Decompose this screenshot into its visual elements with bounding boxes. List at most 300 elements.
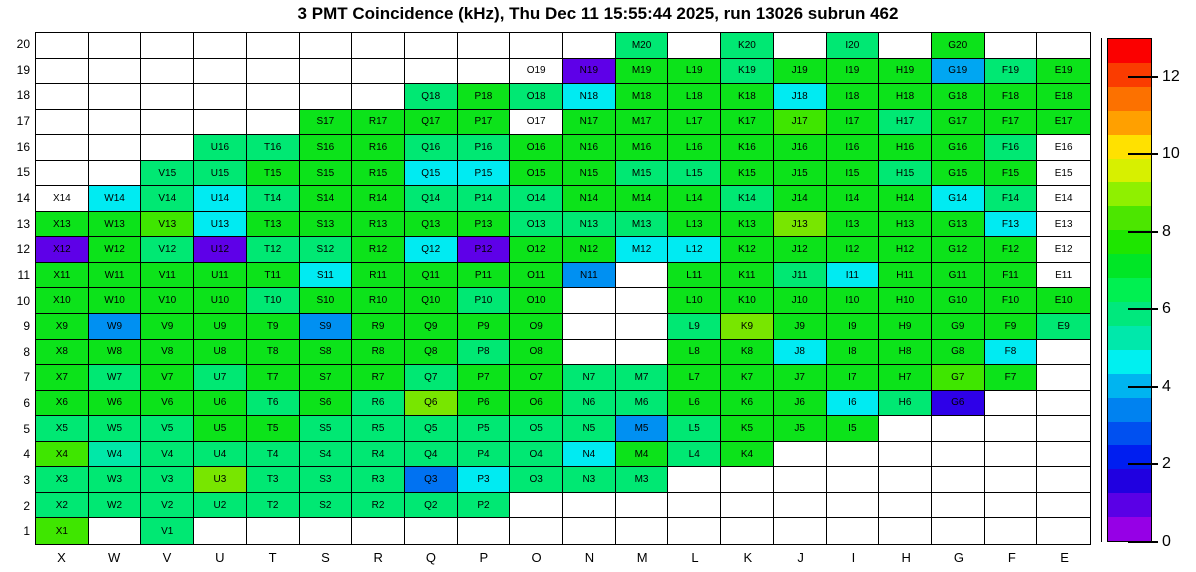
colorbar-band [1108,469,1151,493]
heatmap-cell: M16 [616,135,669,161]
heatmap-cell: L17 [668,110,721,136]
heatmap-cell: Q9 [405,314,458,340]
heatmap-cell-empty [89,135,142,161]
heatmap-cell-empty [721,518,774,544]
heatmap-cell: L10 [668,288,721,314]
heatmap-cell: W6 [89,391,142,417]
heatmap-cell: K6 [721,391,774,417]
heatmap-cell: T6 [247,391,300,417]
heatmap-cell-empty [141,59,194,85]
heatmap-cell: I11 [827,263,880,289]
heatmap-cell: T5 [247,416,300,442]
heatmap-cell: U11 [194,263,247,289]
heatmap-cell: T14 [247,186,300,212]
heatmap-cell: T7 [247,365,300,391]
heatmap-cell: H7 [879,365,932,391]
heatmap-cell: S13 [300,212,353,238]
row-label: 18 [16,88,30,103]
heatmap-cell: E10 [1037,288,1090,314]
heatmap-cell-empty [352,33,405,59]
row-label: 1 [23,524,30,539]
heatmap-cell: W11 [89,263,142,289]
heatmap-cell: S16 [300,135,353,161]
heatmap-cell: G20 [932,33,985,59]
heatmap-cell: I8 [827,340,880,366]
row-label: 5 [23,421,30,436]
colorbar-band [1108,230,1151,254]
heatmap-cell: U9 [194,314,247,340]
heatmap-cell: K5 [721,416,774,442]
heatmap-cell-empty [668,467,721,493]
col-label: X [57,550,66,565]
heatmap-cell-empty [1037,365,1090,391]
heatmap-cell: G19 [932,59,985,85]
heatmap-cell-empty [985,391,1038,417]
heatmap-cell: R11 [352,263,405,289]
heatmap-cell: E17 [1037,110,1090,136]
row-label: 13 [16,216,30,231]
col-label: H [901,550,911,565]
heatmap-cell: W13 [89,212,142,238]
heatmap-cell: K15 [721,161,774,187]
heatmap-cell-empty [616,263,669,289]
heatmap-cell: F14 [985,186,1038,212]
heatmap-cell-empty [247,110,300,136]
heatmap-cell: Q3 [405,467,458,493]
heatmap-cell: W12 [89,237,142,263]
colorbar-tick [1128,76,1158,78]
colorbar-tick [1128,308,1158,310]
heatmap-cell: X8 [36,340,89,366]
heatmap-cell: R3 [352,467,405,493]
heatmap-cell: J12 [774,237,827,263]
heatmap-cell-empty [247,59,300,85]
heatmap-cell: K16 [721,135,774,161]
colorbar-tick [1128,231,1158,233]
frame-right-line [1101,38,1102,542]
heatmap-cell: U12 [194,237,247,263]
heatmap-cell: V5 [141,416,194,442]
heatmap-cell: V7 [141,365,194,391]
colorbar-band [1108,302,1151,326]
heatmap-cell: Q2 [405,493,458,519]
heatmap-cell: J18 [774,84,827,110]
heatmap-cell: E13 [1037,212,1090,238]
colorbar-band [1108,254,1151,278]
heatmap-cell: N15 [563,161,616,187]
chart-title: 3 PMT Coincidence (kHz), Thu Dec 11 15:55:44 2025, run 13026 subrun 462 [297,4,899,23]
heatmap-cell: H6 [879,391,932,417]
heatmap-cell: E14 [1037,186,1090,212]
heatmap-cell: E16 [1037,135,1090,161]
heatmap-cell: U2 [194,493,247,519]
colorbar-band [1108,206,1151,230]
heatmap-cell-empty [616,288,669,314]
heatmap-cell: I9 [827,314,880,340]
heatmap-cell-empty [774,442,827,468]
heatmap-cell: S5 [300,416,353,442]
heatmap-cell: S6 [300,391,353,417]
heatmap-cell: M17 [616,110,669,136]
heatmap-cell: S14 [300,186,353,212]
heatmap-cell: O7 [510,365,563,391]
heatmap-cell: K18 [721,84,774,110]
heatmap-cell-empty [879,416,932,442]
heatmap-cell: P4 [458,442,511,468]
heatmap-cell-empty [932,493,985,519]
heatmap-cell: L5 [668,416,721,442]
heatmap-cell: S17 [300,110,353,136]
heatmap-cell: O11 [510,263,563,289]
heatmap-cell-empty [405,518,458,544]
row-label: 14 [16,190,30,205]
heatmap-cell: K17 [721,110,774,136]
heatmap-cell: L16 [668,135,721,161]
heatmap-cell-empty [721,467,774,493]
col-label: R [373,550,383,565]
heatmap-cell: T15 [247,161,300,187]
heatmap-cell-empty [563,493,616,519]
heatmap-cell: J13 [774,212,827,238]
heatmap-cell: R15 [352,161,405,187]
heatmap-cell-empty [510,493,563,519]
heatmap-cell: H15 [879,161,932,187]
heatmap-cell: Q7 [405,365,458,391]
heatmap-cell-empty [141,33,194,59]
heatmap-cell: G15 [932,161,985,187]
heatmap-cell-empty [668,518,721,544]
colorbar-tick [1128,541,1158,543]
heatmap-cell: J11 [774,263,827,289]
heatmap-cell: X2 [36,493,89,519]
heatmap-cell: R6 [352,391,405,417]
heatmap-cell: O8 [510,340,563,366]
heatmap-cell: J7 [774,365,827,391]
row-label: 12 [16,242,30,257]
heatmap-cell-empty [300,84,353,110]
heatmap-cell-empty [36,84,89,110]
heatmap-cell: V12 [141,237,194,263]
heatmap-cell: E12 [1037,237,1090,263]
heatmap-cell-empty [827,467,880,493]
heatmap-cell-empty [774,493,827,519]
heatmap-cell: G10 [932,288,985,314]
heatmap-cell-empty [774,518,827,544]
heatmap-cell: X4 [36,442,89,468]
colorbar-band [1108,87,1151,111]
heatmap-cell: H17 [879,110,932,136]
heatmap-cell-empty [247,518,300,544]
heatmap-cell: I16 [827,135,880,161]
heatmap-cell: I12 [827,237,880,263]
heatmap-cell: M6 [616,391,669,417]
heatmap-cell: G7 [932,365,985,391]
heatmap-cell-empty [932,518,985,544]
heatmap-cell: G9 [932,314,985,340]
heatmap-cell: O18 [510,84,563,110]
heatmap-cell: R13 [352,212,405,238]
heatmap-cell-empty [141,110,194,136]
heatmap-cell: M4 [616,442,669,468]
heatmap-cell: M20 [616,33,669,59]
colorbar-tick [1128,153,1158,155]
heatmap-cell: P5 [458,416,511,442]
heatmap-cell: N6 [563,391,616,417]
heatmap-cell-empty [827,493,880,519]
heatmap-cell: Q12 [405,237,458,263]
row-label: 17 [16,113,30,128]
heatmap-cell: M13 [616,212,669,238]
heatmap-cell: V13 [141,212,194,238]
heatmap-cell-empty [668,33,721,59]
heatmap-cell: X6 [36,391,89,417]
heatmap-cell: H12 [879,237,932,263]
col-label: K [743,550,753,565]
heatmap-cell: O12 [510,237,563,263]
heatmap-cell: K4 [721,442,774,468]
heatmap-cell: E11 [1037,263,1090,289]
heatmap-cell: W10 [89,288,142,314]
heatmap-cell: P11 [458,263,511,289]
heatmap-cell-empty [458,518,511,544]
heatmap-cell-empty [932,442,985,468]
heatmap-cell: U16 [194,135,247,161]
heatmap-cell: H13 [879,212,932,238]
heatmap-cell: F16 [985,135,1038,161]
heatmap-cell: R14 [352,186,405,212]
colorbar-tick-label: 0 [1162,533,1171,550]
heatmap-cell: V8 [141,340,194,366]
heatmap-cell: L18 [668,84,721,110]
heatmap-cell: X1 [36,518,89,544]
heatmap-cell: T12 [247,237,300,263]
heatmap-cell: M5 [616,416,669,442]
heatmap-cell: M3 [616,467,669,493]
colorbar-band [1108,159,1151,183]
heatmap-cell: T4 [247,442,300,468]
heatmap-cell: M18 [616,84,669,110]
heatmap-cell: Q17 [405,110,458,136]
heatmap-cell: L7 [668,365,721,391]
heatmap-cell: T9 [247,314,300,340]
heatmap-cell-empty [247,33,300,59]
heatmap-cell: K12 [721,237,774,263]
heatmap-cell: R5 [352,416,405,442]
heatmap-cell: K8 [721,340,774,366]
heatmap-cell: U5 [194,416,247,442]
heatmap-cell: L8 [668,340,721,366]
heatmap-cell-empty [827,518,880,544]
heatmap-cell: W14 [89,186,142,212]
col-label: L [691,550,699,565]
heatmap-cell: K10 [721,288,774,314]
heatmap-cell: P14 [458,186,511,212]
heatmap-cell: N16 [563,135,616,161]
heatmap-cell-empty [985,442,1038,468]
heatmap-cell: H18 [879,84,932,110]
heatmap-cell: J9 [774,314,827,340]
heatmap-cell: W9 [89,314,142,340]
heatmap-cell-empty [1037,467,1090,493]
heatmap-cell: U6 [194,391,247,417]
heatmap-cell: M15 [616,161,669,187]
heatmap-cell: V1 [141,518,194,544]
heatmap-cell: S7 [300,365,353,391]
heatmap-cell: J19 [774,59,827,85]
heatmap-cell: F12 [985,237,1038,263]
heatmap-cell: F8 [985,340,1038,366]
heatmap-cell: P13 [458,212,511,238]
heatmap-cell-empty [1037,391,1090,417]
heatmap-cell-empty [352,59,405,85]
heatmap-cell: V2 [141,493,194,519]
heatmap-cell: S10 [300,288,353,314]
heatmap-cell: T8 [247,340,300,366]
heatmap-cell: Q11 [405,263,458,289]
heatmap-cell: O15 [510,161,563,187]
row-label: 6 [23,396,30,411]
heatmap-cell: Q14 [405,186,458,212]
col-label: F [1007,550,1016,565]
heatmap-cell: L14 [668,186,721,212]
heatmap-cell-empty [721,493,774,519]
heatmap-cell: U4 [194,442,247,468]
heatmap-cell: T11 [247,263,300,289]
heatmap-cell-empty [879,33,932,59]
colorbar-tick-label: 8 [1162,222,1171,240]
heatmap-cell-empty [1037,340,1090,366]
heatmap-cell: P17 [458,110,511,136]
heatmap-cell: S2 [300,493,353,519]
heatmap-cell: Q8 [405,340,458,366]
heatmap-cell: L19 [668,59,721,85]
heatmap-cell: V10 [141,288,194,314]
heatmap-cell: F7 [985,365,1038,391]
colorbar-band [1108,39,1151,63]
heatmap-cell: L9 [668,314,721,340]
heatmap-cell-empty [405,59,458,85]
heatmap-cell: P10 [458,288,511,314]
heatmap-cell: I15 [827,161,880,187]
col-label: V [162,550,172,565]
heatmap-cell: K11 [721,263,774,289]
row-label: 15 [16,165,30,180]
heatmap-cell: S9 [300,314,353,340]
heatmap-cell: J8 [774,340,827,366]
heatmap-cell: R12 [352,237,405,263]
col-label: E [1060,550,1069,565]
heatmap-cell: F11 [985,263,1038,289]
heatmap-cell-empty [89,518,142,544]
colorbar-band [1108,350,1151,374]
heatmap-cell: O19 [510,59,563,85]
heatmap-cell-empty [89,33,142,59]
heatmap-cell: T2 [247,493,300,519]
heatmap-cell: L4 [668,442,721,468]
heatmap-cell-empty [668,493,721,519]
colorbar-tick-label: 2 [1162,455,1171,473]
colorbar-band [1108,326,1151,350]
heatmap-cell: N14 [563,186,616,212]
heatmap-cell: X7 [36,365,89,391]
heatmap-cell-empty [563,288,616,314]
heatmap-cell: N11 [563,263,616,289]
heatmap-cell-empty [1037,442,1090,468]
heatmap-cell: I18 [827,84,880,110]
heatmap-cell: L6 [668,391,721,417]
heatmap-cell-empty [36,59,89,85]
heatmap-cell: U7 [194,365,247,391]
heatmap-cell-empty [89,84,142,110]
heatmap-cell: I6 [827,391,880,417]
heatmap-cell: Q18 [405,84,458,110]
heatmap-cell-empty [36,33,89,59]
heatmap-cell: G14 [932,186,985,212]
heatmap-cell: H14 [879,186,932,212]
col-label: Q [425,550,437,565]
heatmap-cell-empty [932,467,985,493]
row-label: 8 [23,344,30,359]
heatmap-cell: N5 [563,416,616,442]
heatmap-cell: J15 [774,161,827,187]
heatmap-cell: X13 [36,212,89,238]
heatmap-cell: R4 [352,442,405,468]
heatmap-cell: P3 [458,467,511,493]
heatmap-cell: G17 [932,110,985,136]
heatmap-cell: E18 [1037,84,1090,110]
heatmap-cell: R10 [352,288,405,314]
heatmap-cell: V14 [141,186,194,212]
heatmap-cell: X12 [36,237,89,263]
colorbar [1107,38,1152,542]
heatmap-cell: S11 [300,263,353,289]
heatmap-cell: O4 [510,442,563,468]
heatmap-cell-empty [879,518,932,544]
col-label: S [321,550,330,565]
heatmap-cell: M7 [616,365,669,391]
colorbar-band [1108,493,1151,517]
heatmap-cell: M12 [616,237,669,263]
col-label: N [584,550,595,565]
col-label: U [215,550,225,565]
heatmap-cell: P8 [458,340,511,366]
heatmap-cell: N4 [563,442,616,468]
heatmap-cell: N18 [563,84,616,110]
heatmap-cell: W5 [89,416,142,442]
heatmap-cell-empty [405,33,458,59]
heatmap-cell: G12 [932,237,985,263]
heatmap-cell: G16 [932,135,985,161]
heatmap-cell: K7 [721,365,774,391]
heatmap-cell-empty [247,84,300,110]
colorbar-band [1108,422,1151,446]
heatmap-cell: H8 [879,340,932,366]
heatmap-cell-empty [774,33,827,59]
heatmap-cell-empty [774,467,827,493]
heatmap-cell: P16 [458,135,511,161]
heatmap-cell: L13 [668,212,721,238]
heatmap-cell-empty [616,340,669,366]
heatmap-cell: I20 [827,33,880,59]
heatmap-cell: I10 [827,288,880,314]
heatmap-cell: F15 [985,161,1038,187]
heatmap-cell: N3 [563,467,616,493]
heatmap-cell: W3 [89,467,142,493]
heatmap-cell: V6 [141,391,194,417]
heatmap-cell: H16 [879,135,932,161]
colorbar-tick-label: 4 [1162,377,1171,395]
heatmap-cell-empty [616,518,669,544]
